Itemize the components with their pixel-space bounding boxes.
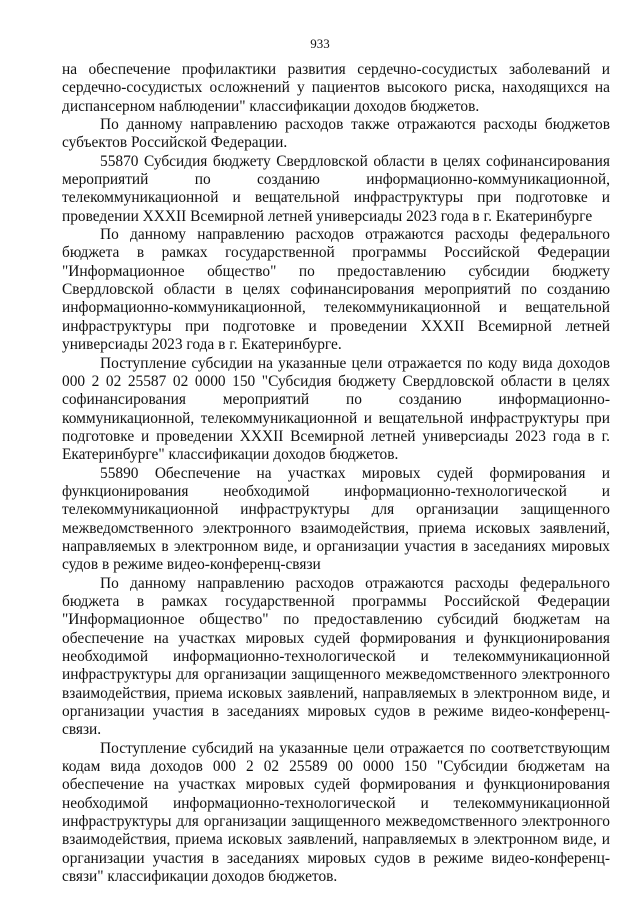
paragraph-2: По данному направлению расходов также отражаются расходы бюджетов субъектов Российской Федерации. bbox=[62, 116, 610, 152]
paragraph-3: 55870 Субсидия бюджету Свердловской области в целях софинансирования мероприятий по созданию информационно-коммуникационной, телекоммуникационной и вещательной инфраструктуры при подготовке и проведении XXXII Всемирной летней универсиады 2023 года в г. Екатеринбурге bbox=[62, 152, 610, 225]
paragraph-8: Поступление субсидий на указанные цели отражается по соответствующим кодам вида доходов 000 2 02 25589 00 0000 150 "Субсидии бюджетам на обеспечение на участках мировых судей формирования и функционирования необходимой информационно-технологической и телекоммуникационной инфраструктуры для организации защищенного межведомственного электронного взаимодействия, приема исковых заявлений, направляемых в электронном виде, и организации участия в заседаниях мировых судов в режиме видео-конференц-связи" классификации доходов бюджетов. bbox=[62, 739, 610, 886]
paragraph-6: 55890 Обеспечение на участках мировых судей формирования и функционирования необходимой информационно-технологической и телекоммуникационной инфраструктуры для организации защищенного межведомственного электронного взаимодействия, приема исковых заявлений, направляемых в электронном виде, и организации участия в заседаниях мировых судов в режиме видео-конференц-связи bbox=[62, 464, 610, 574]
page-number: 933 bbox=[310, 36, 330, 51]
paragraph-4: По данному направлению расходов отражаются расходы федерального бюджета в рамках государственной программы Российской Федерации "Информационное общество" по предоставлению субсидии бюджету Свердловской области в целях софинансирования мероприятий по созданию информационно-коммуникационной, телекоммуникационной и вещательной инфраструктуры при подготовке и проведении XXXII Всемирной летней универсиады 2023 года в г. Екатеринбурге. bbox=[62, 226, 610, 354]
document-body bbox=[62, 61, 610, 886]
paragraph-1: на обеспечение профилактики развития сердечно-сосудистых заболеваний и сердечно-сосудистых осложнений у пациентов высокого риска, находящихся на диспансерном наблюдении" классификации доходов бюджетов. bbox=[62, 61, 610, 115]
paragraph-7: По данному направлению расходов отражаются расходы федерального бюджета в рамках государственной программы Российской Федерации "Информационное общество" по предоставлению субсидий бюджетам на обеспечение на участках мировых судей формирования и функционирования необходимой информационно-технологической и телекоммуникационной инфраструктуры для организации защищенного межведомственного электронного взаимодействия, приема исковых заявлений, направляемых в электронном виде, и организации участия в заседаниях мировых судов в режиме видео-конференц-связи. bbox=[62, 574, 610, 739]
paragraph-5: Поступление субсидии на указанные цели отражается по коду вида доходов 000 2 02 25587 02 0000 150 "Субсидия бюджету Свердловской области в целях софинансирования мероприятий по созданию информационно-коммуникационной, телекоммуникационной и вещательной инфраструктуры при подготовке и проведении XXXII Всемирной летней универсиады 2023 года в г. Екатеринбурге" классификации доходов бюджетов. bbox=[62, 354, 610, 464]
